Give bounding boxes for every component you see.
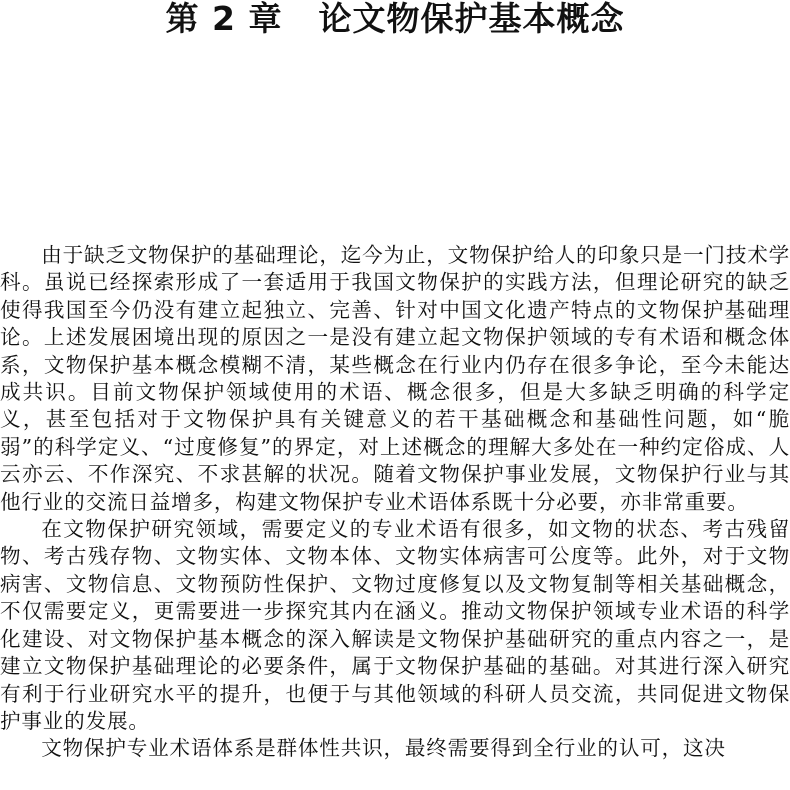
paragraph-3: 文物保护专业术语体系是群体性共识，最终需要得到全行业的认可，这决 xyxy=(41,736,726,761)
paragraph-2: 在文物保护研究领域，需要定义的专业术语有很多，如文物的状态、考古残留物、考古残存物、文物实体、文物本体、文物实体病害可公度等。此外，对于文物病害、文物信息、文物预防性保护、文物过度修复以及文物复制等相关基础概念，不仅需要定义，更需要进一步探究其内在涵义。推动文物保护领域专业术语的科学化建设、对文物保护基本概念的深入解读是文物保护基础研究的重点内容之一，是建立文物保护基础理论的必要条件，属于文物保护基础的基础。对其进行深入研究有利于行业研究水平的提升，也便于与其他领域的科研人员交流，共同促进文物保护事业的发展。 xyxy=(0,517,790,733)
chapter-heading xyxy=(0,0,790,38)
chapter-number: 第 2 章 xyxy=(165,0,283,38)
chapter-title-text: 论文物保护基本概念 xyxy=(318,0,625,38)
chapter-body xyxy=(0,242,790,763)
paragraph-1: 由于缺乏文物保护的基础理论，迄今为止，文物保护给人的印象只是一门技术学科。虽说已经探索形成了一套适用于我国文物保护的实践方法，但理论研究的缺乏使得我国至今仍没有建立起独立、完善、针对中国文化遗产特点的文物保护基础理论。上述发展困境出现的原因之一是没有建立起文物保护领域的专有术语和概念体系，文物保护基本概念模糊不清，某些概念在行业内仍存在很多争论，至今未能达成共识。目前文物保护领域使用的术语、概念很多，但是大多缺乏明确的科学定义，甚至包括对于文物保护具有关键意义的若干基础概念和基础性问题，如“脆弱”的科学定义、“过度修复”的界定，对上述概念的理解大多处在一种约定俗成、人云亦云、不作深究、不求甚解的状况。随着文物保护事业发展，文物保护行业与其他行业的交流日益增多，构建文物保护专业术语体系既十分必要，亦非常重要。 xyxy=(0,243,790,514)
